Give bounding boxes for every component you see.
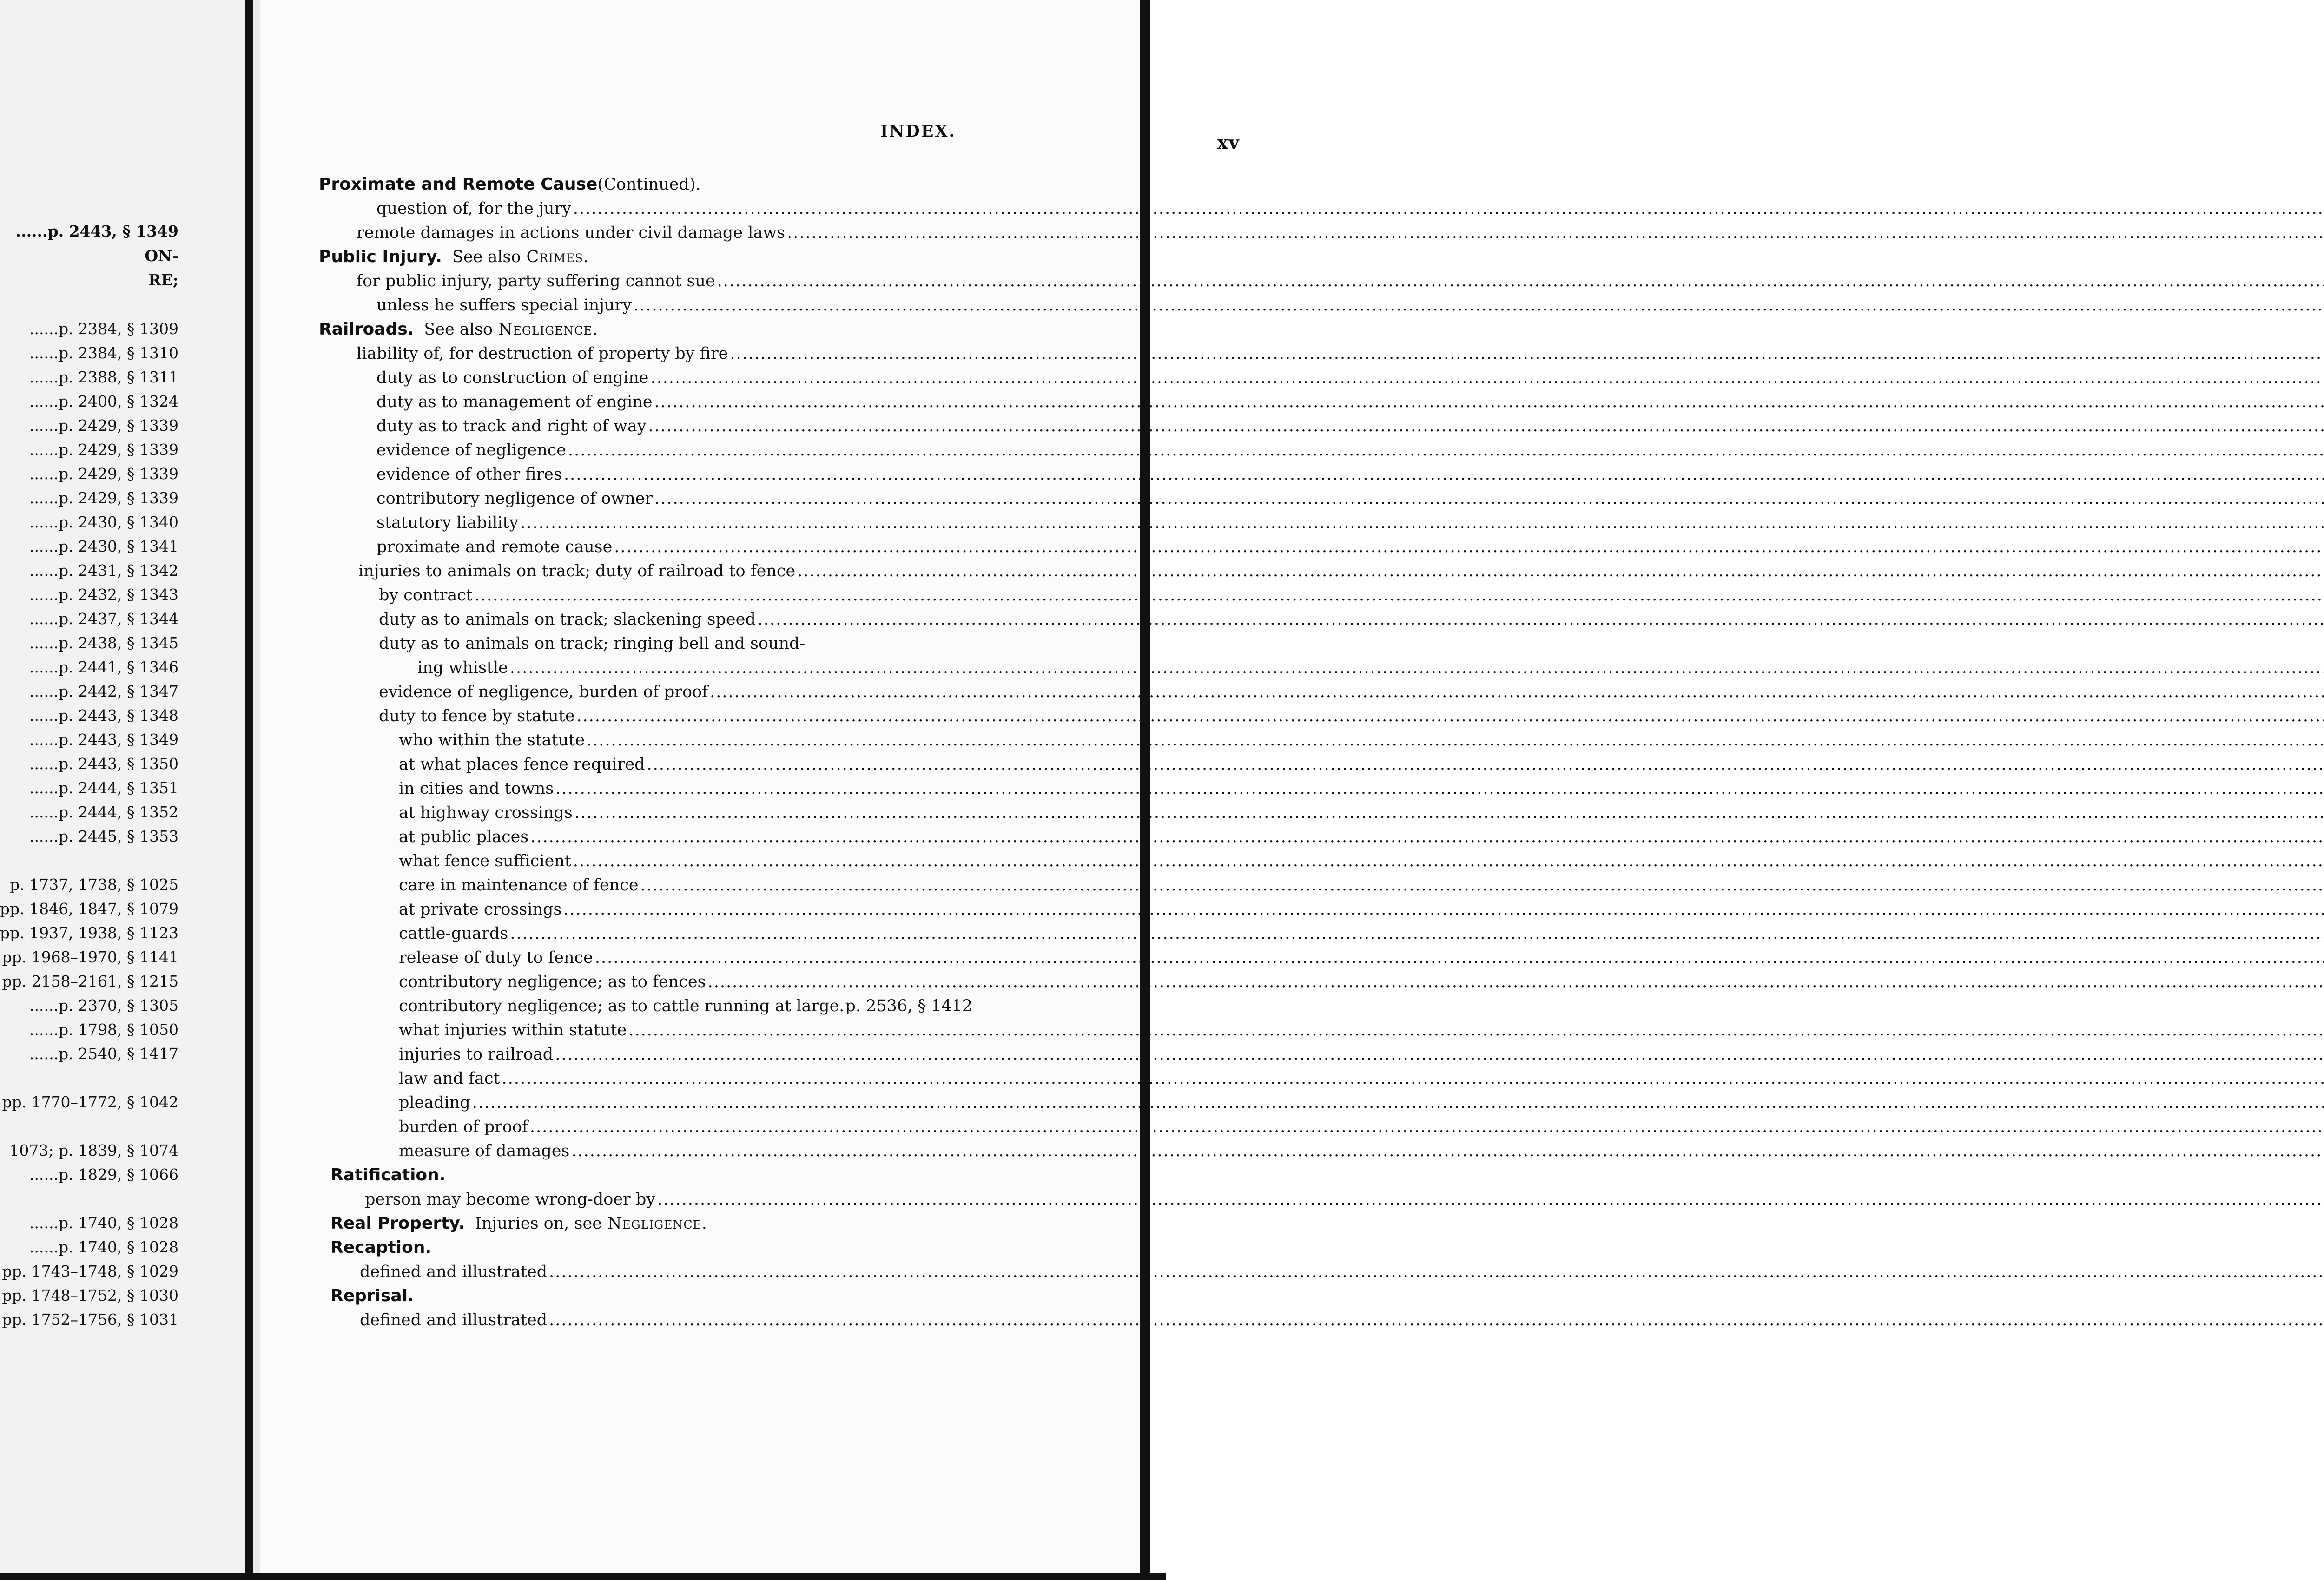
entry-text: cattle-guards xyxy=(399,924,508,943)
entry-text: person may become wrong-doer by xyxy=(365,1190,656,1209)
dot-leader xyxy=(647,753,2324,776)
dot-leader xyxy=(574,801,2324,824)
dot-leader xyxy=(654,390,2324,414)
see-also-label: See also xyxy=(452,248,521,266)
entry-text: defined and illustrated xyxy=(360,1263,548,1281)
index-entry xyxy=(260,1067,1248,1090)
dot-leader xyxy=(520,511,2324,534)
dot-leader xyxy=(576,704,2324,728)
left-index-ref: pp. 1770–1772, § 1042 xyxy=(2,1093,178,1111)
page-number: xv xyxy=(1217,132,1240,153)
index-entry xyxy=(260,294,1248,317)
entry-text: contributory negligence of owner xyxy=(376,489,653,508)
dot-leader xyxy=(708,970,2324,994)
entry-text: duty as to animals on track; slackening speed xyxy=(379,610,756,629)
left-index-ref: ......p. 2444, § 1351 xyxy=(29,779,178,797)
index-heading xyxy=(260,173,1248,196)
entry-text: in cities and towns xyxy=(399,779,554,798)
left-index-ref: ......p. 2429, § 1339 xyxy=(29,416,178,434)
index-entry xyxy=(260,874,1248,897)
dot-leader xyxy=(555,777,2324,800)
dot-leader xyxy=(717,270,2324,293)
entry-text: contributory negligence; as to cattle running at large. xyxy=(399,997,845,1015)
cross-reference: Negligence. xyxy=(607,1214,707,1233)
left-index-ref: ......p. 2443, § 1350 xyxy=(29,755,178,773)
left-index-ref: pp. 1748–1752, § 1030 xyxy=(2,1286,178,1304)
dot-leader xyxy=(564,463,2324,486)
left-index-ref: ......p. 2441, § 1346 xyxy=(29,658,178,676)
index-heading xyxy=(260,245,1248,269)
dot-leader xyxy=(587,729,2324,752)
left-index-ref: ......p. 2384, § 1310 xyxy=(29,344,178,362)
dot-leader xyxy=(573,849,2324,873)
dot-leader xyxy=(472,1091,2324,1114)
entry-text: at highway crossings xyxy=(399,803,573,822)
left-page-fragment xyxy=(0,0,251,1580)
entry-text: unless he suffers special injury xyxy=(376,296,632,315)
index-heading xyxy=(260,318,1248,341)
index-entry xyxy=(260,898,1248,921)
left-index-ref: ......p. 2442, § 1347 xyxy=(29,682,178,700)
entry-text: evidence of other fires xyxy=(376,465,562,484)
left-index-ref: ......p. 2445, § 1353 xyxy=(29,827,178,845)
left-index-ref: ......p. 1740, § 1028 xyxy=(29,1214,178,1232)
index-entry xyxy=(260,1260,1259,1284)
left-index-ref: pp. 2158–2161, § 1215 xyxy=(2,972,178,990)
left-index-ref: ......p. 2388, § 1311 xyxy=(29,368,178,386)
dot-leader xyxy=(510,656,2324,679)
entry-text: at what places fence required xyxy=(399,755,645,774)
dot-leader xyxy=(758,608,2324,631)
entry-text: remote damages in actions under civil damage laws xyxy=(357,224,786,242)
left-index-ref: ......p. 2431, § 1342 xyxy=(29,561,178,579)
index-entry xyxy=(260,801,1248,824)
left-index-ref: ......p. 2444, § 1352 xyxy=(29,803,178,821)
index-entry xyxy=(260,608,1248,631)
dot-leader xyxy=(510,922,2324,945)
entry-text: injuries to animals on track; duty of railroad to fence xyxy=(358,562,796,580)
index-entry xyxy=(260,922,1248,945)
index-entry xyxy=(260,1115,1248,1139)
dot-leader xyxy=(654,487,2324,510)
entry-text: measure of damages xyxy=(399,1142,570,1160)
index-entry xyxy=(260,390,1248,414)
left-index-ref: pp. 1968–1970, § 1141 xyxy=(2,948,178,966)
entry-text: law and fact xyxy=(399,1069,500,1088)
index-entry xyxy=(260,777,1248,800)
index-entry xyxy=(260,366,1248,389)
index-entry xyxy=(260,729,1248,752)
heading-title: Railroads. xyxy=(319,320,414,339)
dot-leader xyxy=(730,342,2324,365)
index-entry xyxy=(260,487,1248,510)
entry-text: injuries to railroad xyxy=(399,1045,554,1064)
left-index-ref: ......p. 2540, § 1417 xyxy=(29,1045,178,1063)
entry-text: burden of proof xyxy=(399,1118,528,1136)
entry-text: question of, for the jury xyxy=(376,199,571,218)
index-entry xyxy=(260,656,1248,679)
left-index-ref: ......p. 2430, § 1340 xyxy=(29,513,178,531)
left-index-ref: p. 1737, 1738, § 1025 xyxy=(10,876,178,894)
heading-title: Proximate and Remote Cause xyxy=(319,175,598,194)
page-edge-bottom xyxy=(0,1573,1166,1580)
index-entry xyxy=(260,560,1248,583)
index-entry xyxy=(260,1309,1259,1332)
index-entry xyxy=(260,270,1248,293)
index-entry xyxy=(260,753,1248,776)
left-index-ref: ......p. 2400, § 1324 xyxy=(29,392,178,410)
index-entry xyxy=(260,342,1248,365)
running-head: INDEX. xyxy=(880,122,956,141)
entry-reference: p. 2536, § 1412 xyxy=(845,997,973,1015)
heading-title: Public Injury. xyxy=(319,247,442,266)
entry-text: what fence sufficient xyxy=(399,852,571,870)
heading-title: Reprisal. xyxy=(330,1286,414,1305)
entry-text: who within the statute xyxy=(399,731,585,750)
dot-leader xyxy=(710,680,2324,704)
entry-text: duty as to track and right of way xyxy=(376,417,647,435)
entry-text: for public injury, party suffering cannot sue xyxy=(357,272,715,290)
left-index-ref: ......p. 1829, § 1066 xyxy=(29,1165,178,1184)
entry-text: evidence of negligence, burden of proof xyxy=(379,683,708,701)
left-index-ref: ......p. 2432, § 1343 xyxy=(29,586,178,604)
index-heading xyxy=(260,1236,1248,1259)
dot-leader xyxy=(648,415,2324,438)
left-index-fragment: RE; xyxy=(148,271,178,289)
index-entry xyxy=(260,221,1248,244)
index-entry xyxy=(260,535,1248,559)
index-heading xyxy=(260,1284,1248,1308)
see-also-label: Injuries on, see xyxy=(475,1214,602,1233)
entry-text: by contract xyxy=(379,586,473,605)
dot-leader xyxy=(502,1067,2324,1090)
left-index-ref: ......p. 2443, § 1349 xyxy=(15,222,178,240)
entry-text: duty to fence by statute xyxy=(379,707,575,725)
dot-leader xyxy=(787,221,2324,244)
left-index-ref: pp. 1846, 1847, § 1079 xyxy=(0,900,178,918)
left-index-ref: ......p. 2384, § 1309 xyxy=(29,320,178,338)
dot-leader xyxy=(651,366,2324,389)
entry-text: care in maintenance of fence xyxy=(399,876,639,895)
index-entry xyxy=(260,197,1248,220)
index-entry xyxy=(260,849,1248,873)
index-entry xyxy=(260,511,1248,534)
left-index-ref: ......p. 2429, § 1339 xyxy=(29,489,178,507)
index-entry xyxy=(260,704,1248,728)
entry-text: proximate and remote cause xyxy=(376,538,613,556)
dot-leader xyxy=(657,1188,2324,1211)
entry-text: contributory negligence; as to fences xyxy=(399,973,706,991)
entry-text: duty as to animals on track; ringing bell and sound- xyxy=(379,634,805,653)
index-heading xyxy=(260,1164,1248,1187)
index-entry xyxy=(260,680,1248,704)
dot-leader xyxy=(549,1260,2324,1284)
left-index-ref: pp. 1743–1748, § 1029 xyxy=(2,1262,178,1280)
entry-text: release of duty to fence xyxy=(399,948,593,967)
dot-leader xyxy=(568,439,2324,462)
dot-leader xyxy=(571,1139,2324,1163)
cross-reference: Crimes. xyxy=(526,248,589,266)
entry-text: duty as to construction of engine xyxy=(376,369,649,387)
entry-text: duty as to management of engine xyxy=(376,393,653,411)
index-entry xyxy=(260,1019,1248,1042)
left-index-ref: ......p. 2430, § 1341 xyxy=(29,537,178,555)
heading-title: Real Property. xyxy=(330,1214,465,1233)
entry-text: pleading xyxy=(399,1093,470,1112)
dot-leader xyxy=(595,946,2324,969)
index-page xyxy=(260,0,1240,1573)
left-index-ref: ......p. 2443, § 1348 xyxy=(29,706,178,724)
cross-reference: Negligence. xyxy=(498,320,598,339)
index-entry xyxy=(260,415,1248,438)
entry-text: liability of, for destruction of property by fire xyxy=(357,344,728,363)
dot-leader xyxy=(563,898,2324,921)
left-index-ref: ......p. 2438, § 1345 xyxy=(29,634,178,652)
left-index-ref: ......p. 2370, § 1305 xyxy=(29,996,178,1014)
index-entry xyxy=(260,463,1248,486)
entry-text: at public places xyxy=(399,828,529,846)
dot-leader xyxy=(640,874,2324,897)
page-edge-right xyxy=(1140,0,1150,1573)
dot-leader xyxy=(475,584,2324,607)
left-index-ref: ......p. 2437, § 1344 xyxy=(29,610,178,628)
entry-text: at private crossings xyxy=(399,900,562,919)
left-index-ref: ......p. 2443, § 1349 xyxy=(29,731,178,749)
left-index-ref: ......p. 2429, § 1339 xyxy=(29,465,178,483)
left-index-ref: ......p. 2429, § 1339 xyxy=(29,441,178,459)
left-index-ref: pp. 1752–1756, § 1031 xyxy=(2,1310,178,1329)
left-index-ref: ......p. 1798, § 1050 xyxy=(29,1020,178,1039)
dot-leader xyxy=(530,825,2324,849)
index-entry xyxy=(260,825,1248,849)
dot-leader xyxy=(628,1019,2324,1042)
entry-text: defined and illustrated xyxy=(360,1311,548,1330)
dot-leader xyxy=(614,535,2324,559)
dot-leader xyxy=(549,1309,2324,1332)
heading-title: Recaption. xyxy=(330,1238,432,1257)
heading-continued: (Continued). xyxy=(597,175,701,194)
index-entry xyxy=(260,1043,1248,1066)
left-index-fragment: ON- xyxy=(145,247,178,265)
index-entry xyxy=(260,584,1248,607)
see-also-label: See also xyxy=(424,320,493,339)
entry-text: ing whistle xyxy=(417,658,508,677)
entry-text: statutory liability xyxy=(376,514,519,532)
left-index-ref: pp. 1937, 1938, § 1123 xyxy=(0,924,178,942)
dot-leader xyxy=(634,294,2324,317)
dot-leader xyxy=(555,1043,2324,1066)
index-entry xyxy=(260,970,1248,994)
heading-title: Ratification. xyxy=(330,1165,446,1185)
index-entry-line xyxy=(260,632,1248,655)
entry-text: what injuries within statute xyxy=(399,1021,627,1040)
entry-text: evidence of negligence xyxy=(376,441,566,460)
left-index-ref: 1073; p. 1839, § 1074 xyxy=(9,1141,178,1159)
index-entry xyxy=(260,1139,1248,1163)
page-gutter xyxy=(253,0,260,1580)
index-entry xyxy=(260,1188,1259,1211)
index-entry xyxy=(260,439,1248,462)
index-heading xyxy=(260,1212,1248,1235)
book-spine-shadow xyxy=(245,0,253,1580)
index-entry xyxy=(260,946,1248,969)
dot-leader xyxy=(530,1115,2324,1139)
index-entry xyxy=(260,994,1248,1018)
left-index-ref: ......p. 1740, § 1028 xyxy=(29,1238,178,1256)
dot-leader xyxy=(797,560,2324,583)
dot-leader xyxy=(573,197,2324,220)
index-entry xyxy=(260,1091,1248,1114)
